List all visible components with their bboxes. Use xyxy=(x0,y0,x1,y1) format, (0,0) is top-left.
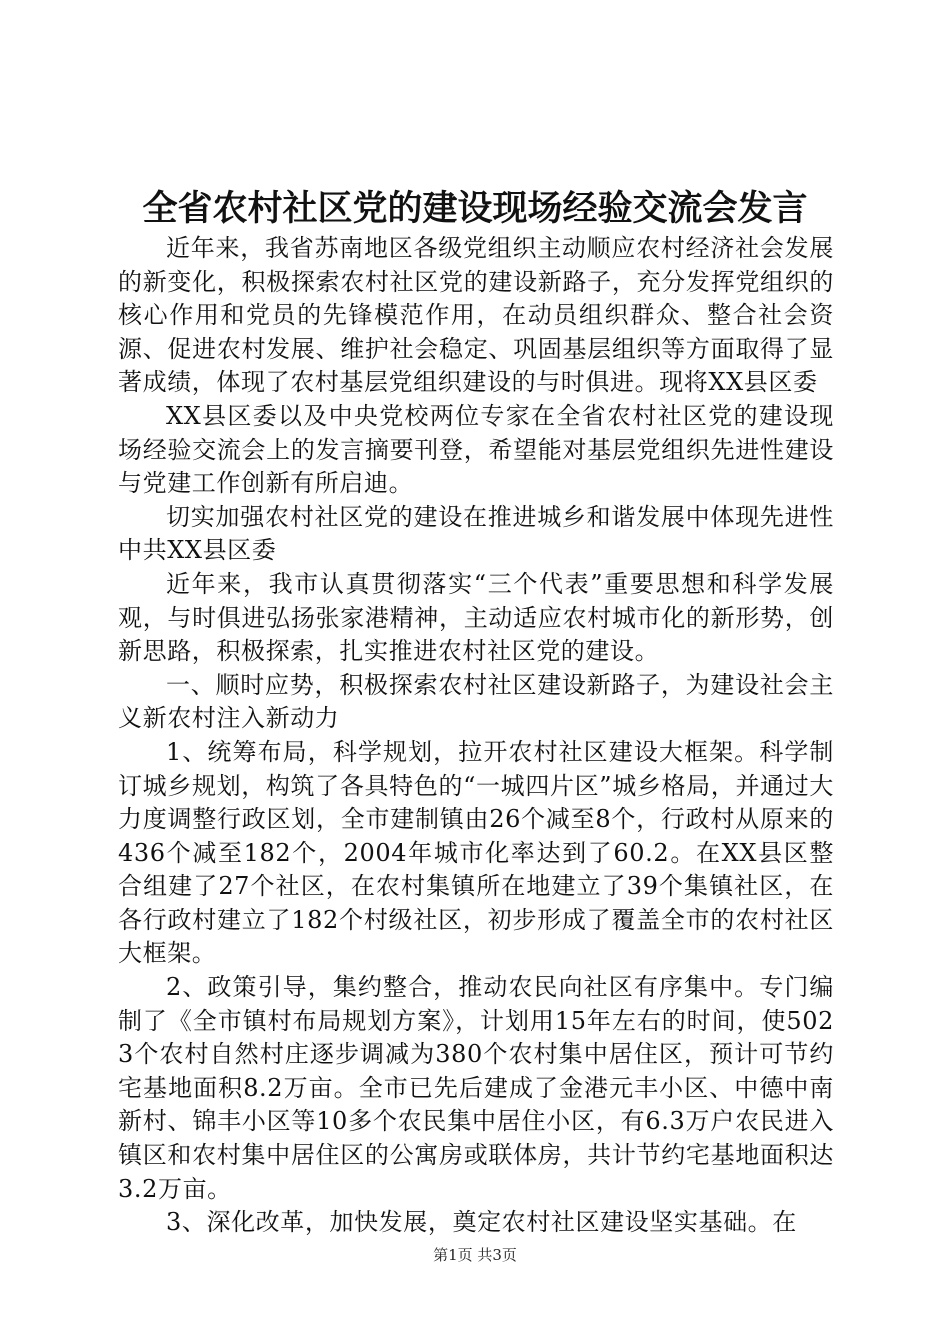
paragraph-item-3: 3、深化改革，加快发展，奠定农村社区建设坚实基础。在 xyxy=(166,1208,797,1237)
paragraph-publication-note: XX县区委以及中央党校两位专家在全省农村社区党的建设现场经验交流会上的发言摘要刊登，希望能对基层党组织先进性建设与党建工作创新有所启迪。 xyxy=(118,401,834,498)
paragraph-item-1: 1、统筹布局，科学规划，拉开农村社区建设大框架。科学制订城乡规划，构筑了各具特色的“一城四片区”城乡格局，并通过大力度调整行政区划，全市建制镇由26个减至8个，行政村从原来的436个减至182个，2004年城市化率达到了60.2。在XX县区整合组建了27个社区，在农村集镇所在地建立了39个集镇社区，在各行政村建立了182个村级社区，初步形成了覆盖全市的农村社区大框架。 xyxy=(118,737,834,968)
paragraph-overview: 近年来，我市认真贯彻落实“三个代表”重要思想和科学发展观，与时俱进弘扬张家港精神，主动适应农村城市化的新形势，创新思路，积极探索，扎实推进农村社区党的建设。 xyxy=(118,569,834,666)
paragraph-intro: 近年来，我省苏南地区各级党组织主动顺应农村经济社会发展的新变化，积极探索农村社区党的建设新路子，充分发挥党组织的核心作用和党员的先锋模范作用，在动员组织群众、整合社会资源、促进农村发展、维护社会稳定、巩固基层组织等方面取得了显著成绩，体现了农村基层党组织建设的与时俱进。现将XX县区委 xyxy=(118,234,834,397)
paragraph-section-heading-1: 一、顺时应势，积极探索农村社区建设新路子，为建设社会主义新农村注入新动力 xyxy=(118,670,834,733)
paragraph-item-2: 2、政策引导，集约整合，推动农民向社区有序集中。专门编制了《全市镇村布局规划方案》，计划用15年左右的时间，使5023个农村自然村庄逐步调减为380个农村集中居住区，预计可节约宅基地面积8.2万亩。全市已先后建成了金港元丰小区、中德中南新村、锦丰小区等10多个农民集中居住小区，有6.3万户农民进入镇区和农村集中居住区的公寓房或联体房，共计节约宅基地面积达3.2万亩。 xyxy=(118,973,834,1203)
document-title: 全省农村社区党的建设现场经验交流会发言 xyxy=(142,188,808,229)
page-number-footer: 第1页 共3页 xyxy=(433,1246,517,1264)
paragraph-speech-title: 切实加强农村社区党的建设在推进城乡和谐发展中体现先进性中共XX县区委 xyxy=(118,502,834,565)
document-body xyxy=(118,232,834,1240)
